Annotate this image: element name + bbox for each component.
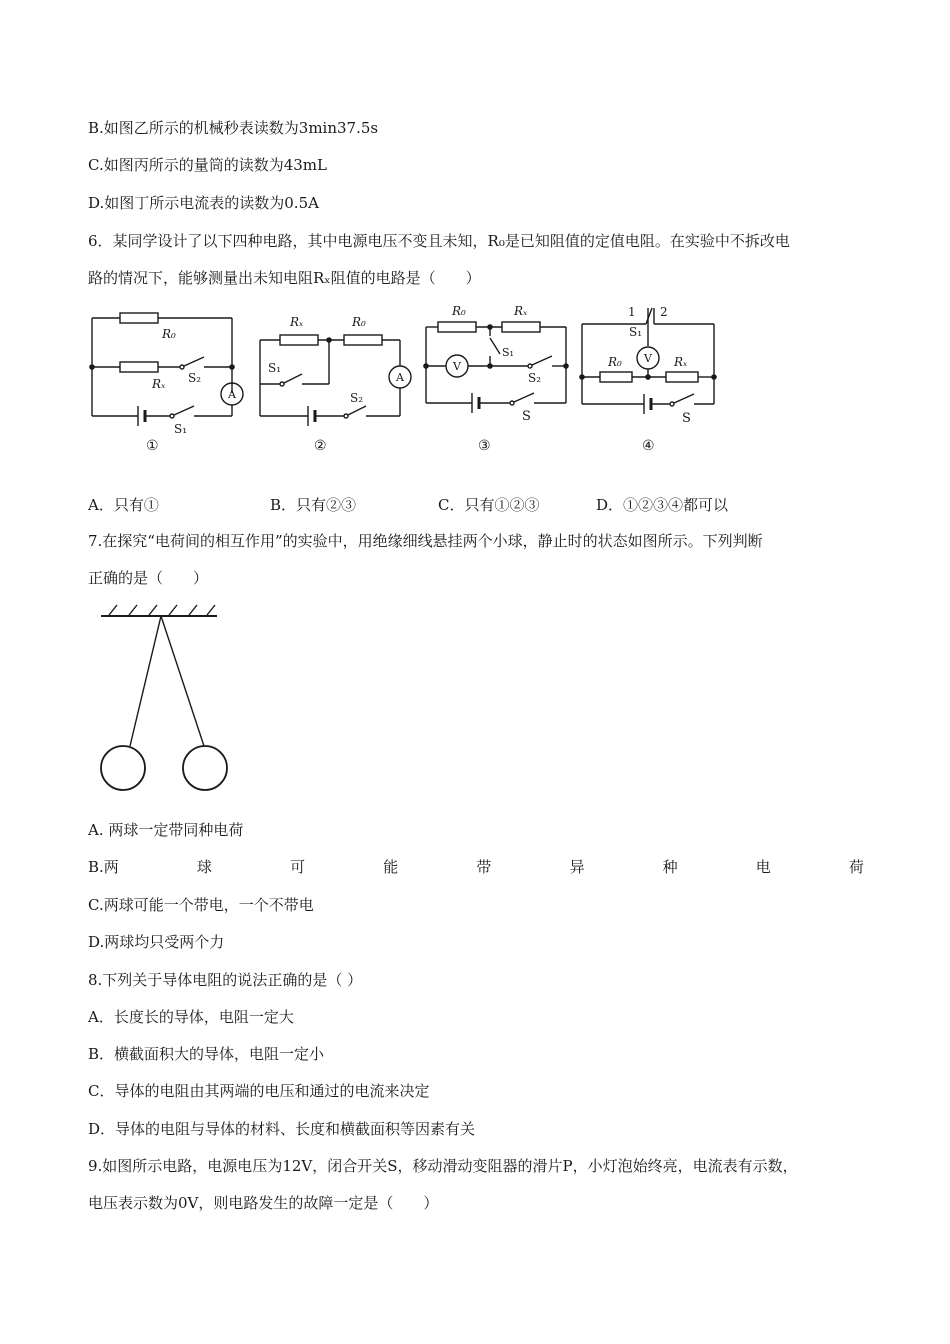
q8-option-c: C．导体的电阻由其两端的电压和通过的电流来决定 [88,1082,430,1100]
q8-stem: 8.下列关于导体电阻的说法正确的是（ ） [88,971,363,989]
c2-rx-label: Rₓ [290,315,304,329]
c3-voltmeter-label: V [453,360,461,373]
c3-s2-label: S₂ [528,371,542,385]
c2-r0-label: R₀ [352,315,366,329]
q6-stem-line1: 6．某同学设计了以下四种电路，其中电源电压不变且未知，R₀是已知阻值的定值电阻。在实验中不拆改电 [88,232,790,250]
q7-option-d: D.两球均只受两个力 [88,933,225,951]
q6-options [88,494,888,514]
c4-s-label: S [682,411,691,426]
circuit-3 [423,304,569,454]
q5-option-b: B.如图乙所示的机械秒表读数为3min37.5s [88,119,379,137]
c2-s1-label: S₁ [268,361,282,375]
c3-rx-label: Rₓ [514,304,528,318]
q6-option-a: A．只有① [88,496,159,514]
q7b-char: 异 [569,858,585,876]
q6-circuit-diagrams [80,300,740,460]
c4-voltmeter-label: V [644,352,652,365]
q6-stem-line2: 路的情况下，能够测量出未知电阻Rₓ阻值的电路是（ ） [88,269,481,287]
c1-r0-label: R₀ [162,327,176,341]
q7-stem-line2: 正确的是（ ） [88,569,209,587]
q7b-char: 可 [290,858,306,876]
q7b-char: B.两 [88,858,119,876]
c2-s2-label: S₂ [350,391,364,405]
q7-hanging-balls-figure [95,600,235,800]
q7b-char: 带 [476,858,492,876]
circuit-2 [260,315,411,454]
q7-stem-line1: 7.在探究“电荷间的相互作用”的实验中，用绝缘细线悬挂两个小球，静止时的状态如图所示。下列判断 [88,532,763,550]
c1-s1-label: S₁ [174,422,188,436]
q7b-char: 电 [755,858,771,876]
c1-rx-label: Rₓ [152,377,166,391]
q5-option-c: C.如图丙所示的量筒的读数为43mL [88,156,327,174]
c3-s1-label: S₁ [502,346,514,359]
q7b-char: 球 [196,858,212,876]
c1-number: ① [146,438,159,454]
c3-number: ③ [478,438,491,454]
q7b-char: 能 [383,858,399,876]
c2-number: ② [314,438,327,454]
q7-option-a: A. 两球一定带同种电荷 [88,821,244,839]
q8-option-a: A．长度长的导体，电阻一定大 [88,1008,294,1026]
c4-s1-label: S₁ [629,325,643,339]
q6-option-d: D．①②③④都可以 [596,496,729,514]
c2-ammeter-label: A [396,371,404,384]
c4-rx-label: Rₓ [674,355,688,369]
q7b-char: 荷 [848,858,864,876]
q9-stem-line1: 9.如图所示电路，电源电压为12V，闭合开关S，移动滑动变阻器的滑片P，小灯泡始终亮，电流表有示数， [88,1157,798,1175]
c4-number: ④ [642,438,655,454]
q8-option-b: B．横截面积大的导体，电阻一定小 [88,1045,325,1063]
circuit-1 [89,313,243,454]
q7b-char: 种 [662,858,678,876]
c4-terminal-1: 1 [628,305,636,319]
q6-option-c: C．只有①②③ [438,496,540,514]
q8-option-d: D．导体的电阻与导体的材料、长度和横截面积等因素有关 [88,1120,476,1138]
c3-s-label: S [522,409,531,424]
c1-s2-label: S₂ [188,371,202,385]
q5-option-d: D.如图丁所示电流表的读数为0.5A [88,194,319,212]
c1-ammeter-label: A [228,388,236,401]
q9-stem-line2: 电压表示数为0V，则电路发生的故障一定是（ ） [88,1194,439,1212]
q7-option-b [88,857,864,877]
circuit-4 [579,305,717,454]
c4-terminal-2: 2 [660,305,668,319]
c4-r0-label: R₀ [608,355,622,369]
c3-r0-label: R₀ [452,304,466,318]
q6-option-b: B．只有②③ [270,496,357,514]
q7-option-c: C.两球可能一个带电，一个不带电 [88,896,314,914]
